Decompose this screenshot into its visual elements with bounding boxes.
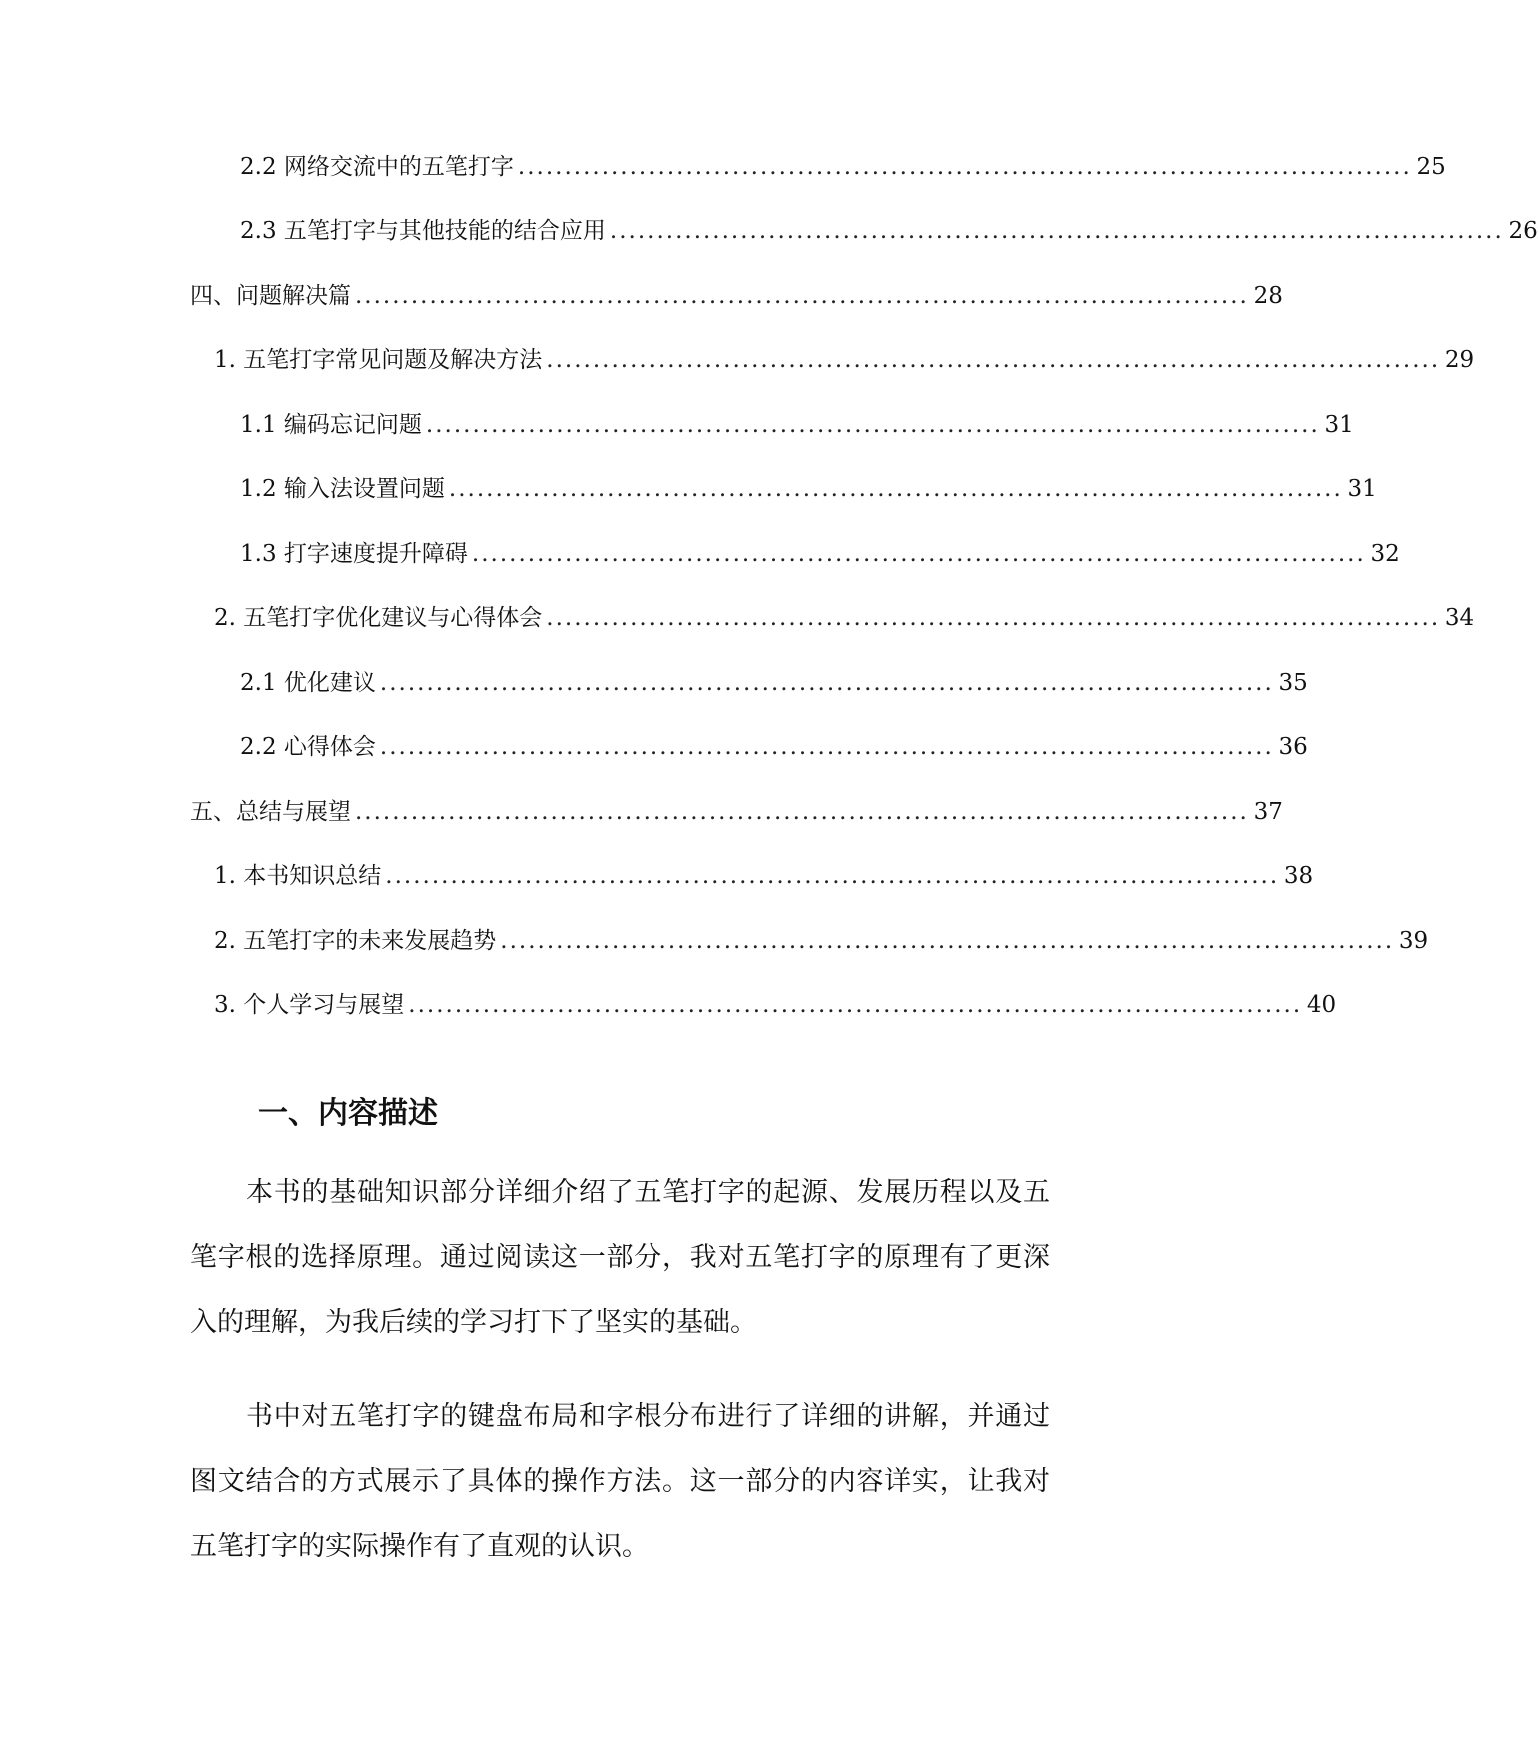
toc-entry-label: 2. 五笔打字的未来发展趋势 (214, 928, 497, 954)
toc-entry-page: 32 (1370, 541, 1400, 567)
toc-entry[interactable] (190, 797, 1283, 827)
toc-leader-dots: ................................................................................................ (379, 670, 1274, 696)
toc-entry-label: 1. 本书知识总结 (214, 863, 382, 889)
toc-entry[interactable] (240, 474, 1377, 504)
toc-entry-label: 2.2 网络交流中的五笔打字 (240, 154, 514, 180)
toc-entry-page: 34 (1444, 605, 1475, 631)
toc-leader-dots: ................................................................................................ (517, 154, 1412, 180)
body-paragraph: 本书的基础知识部分详细介绍了五笔打字的起源、发展历程以及五笔字根的选择原理。通过阅读这一部分，我对五笔打字的原理有了更深入的理解，为我后续的学习打下了坚实的基础。 (190, 1177, 1050, 1338)
toc-entry-page: 39 (1398, 928, 1429, 954)
toc-entry[interactable] (240, 152, 1446, 182)
toc-entry-label: 2.3 五笔打字与其他技能的结合应用 (240, 218, 606, 244)
toc-leader-dots: ................................................................................................ (546, 605, 1441, 631)
toc-leader-dots: ................................................................................................ (546, 347, 1441, 373)
toc-entry-page: 37 (1253, 799, 1283, 825)
toc-entry-page: 31 (1324, 412, 1354, 438)
toc-entry-page: 28 (1253, 283, 1283, 309)
toc-entry-label: 2.2 心得体会 (240, 734, 376, 760)
toc-entry[interactable] (190, 281, 1283, 311)
toc-entry[interactable] (240, 216, 1538, 246)
toc-entry[interactable] (214, 603, 1475, 633)
toc-leader-dots: ................................................................................................ (609, 218, 1504, 244)
toc-leader-dots: ................................................................................................ (385, 863, 1280, 889)
toc-entry[interactable] (214, 926, 1429, 956)
toc-entry-page: 36 (1278, 734, 1308, 760)
toc-entry-page: 40 (1306, 992, 1337, 1018)
toc-leader-dots: ................................................................................................ (471, 541, 1366, 567)
toc-leader-dots: ................................................................................................ (408, 992, 1303, 1018)
toc-entry-page: 26 (1508, 218, 1538, 244)
toc-entry-label: 五、总结与展望 (190, 799, 351, 825)
toc-leader-dots: ................................................................................................ (500, 928, 1395, 954)
toc-leader-dots: ................................................................................................ (448, 476, 1343, 502)
toc-entry[interactable] (240, 410, 1354, 440)
toc-entry-label: 1.2 输入法设置问题 (240, 476, 445, 502)
toc-entry-page: 35 (1278, 670, 1308, 696)
toc-entry[interactable] (214, 861, 1314, 891)
toc-entry-page: 31 (1347, 476, 1377, 502)
toc-entry-label: 2.1 优化建议 (240, 670, 376, 696)
toc-leader-dots: ................................................................................................ (355, 283, 1249, 309)
toc-entry-page: 29 (1444, 347, 1475, 373)
toc-entry[interactable] (214, 990, 1337, 1020)
toc-entry-label: 1. 五笔打字常见问题及解决方法 (214, 347, 543, 373)
toc-leader-dots: ................................................................................................ (379, 734, 1274, 760)
toc-entry-label: 2. 五笔打字优化建议与心得体会 (214, 605, 543, 631)
body-paragraph: 书中对五笔打字的键盘布局和字根分布进行了详细的讲解，并通过图文结合的方式展示了具体的操作方法。这一部分的内容详实，让我对五笔打字的实际操作有了直观的认识。 (190, 1401, 1050, 1562)
toc-entry-label: 1.1 编码忘记问题 (240, 412, 422, 438)
toc-entry-page: 25 (1416, 154, 1446, 180)
section-heading: 一、内容描述 (258, 1096, 438, 1131)
toc-entry-page: 38 (1283, 863, 1314, 889)
toc-entry-label: 1.3 打字速度提升障碍 (240, 541, 468, 567)
toc-leader-dots: ................................................................................................ (355, 799, 1249, 825)
toc-entry-label: 3. 个人学习与展望 (214, 992, 405, 1018)
toc-leader-dots: ................................................................................................ (425, 412, 1320, 438)
toc-entry-label: 四、问题解决篇 (190, 283, 351, 309)
toc-entry[interactable] (240, 732, 1308, 762)
toc-entry[interactable] (240, 668, 1308, 698)
toc-entry[interactable] (214, 345, 1475, 375)
toc-entry[interactable] (240, 539, 1400, 569)
